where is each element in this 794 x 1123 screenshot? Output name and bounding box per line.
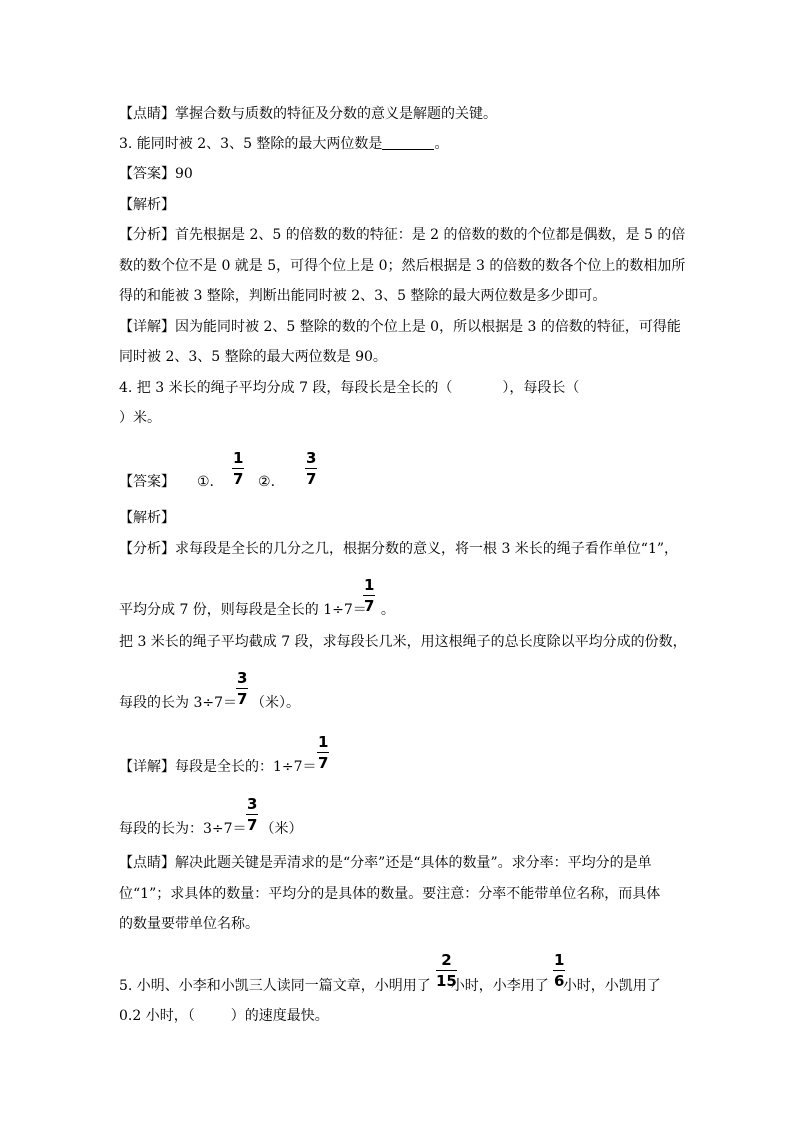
answer-blank xyxy=(382,135,434,150)
question-4-mid: ），每段长（ xyxy=(502,380,580,396)
question-5-cont-end: ）的速度最快。 xyxy=(230,1008,329,1024)
fraction-three-sevenths xyxy=(236,670,248,707)
question-4 xyxy=(119,378,579,398)
detail-4-line-2-end: （米） xyxy=(260,821,303,837)
key-point-4-line-2: 位“1”；求具体的数量：平均分的是具体的数量。要注意：分率不能带单位名称，而具体 xyxy=(119,886,661,902)
analysis-4-line-4-end: （米）。 xyxy=(251,695,300,711)
question-5-cont xyxy=(119,1006,329,1026)
detail-4-line-1 xyxy=(119,757,317,777)
key-point-4-line-3: 的数量要带单位名称。 xyxy=(119,916,259,932)
fraction-one-seventh xyxy=(363,577,375,614)
answer-4-mark-1: ①. xyxy=(197,474,215,490)
fraction-xiaoli-time xyxy=(553,952,565,989)
detail-4-line-2 xyxy=(119,819,303,839)
fraction-numerator: 2 xyxy=(441,951,452,969)
detail-line-1: 【详解】因为能同时被 2、5 整除的数的个位上是 0，所以根据是 3 的倍数的特征，可得能 xyxy=(119,319,681,335)
analysis-line-2: 数的数个位不是 0 就是 5，可得个位上是 0；然后根据是 3 的倍数的数各个位上的数相加所 xyxy=(119,258,686,274)
analysis-4-line-4 xyxy=(119,693,300,713)
question-5-text: 5. 小明、小李和小凯三人读同一篇文章，小明用了 xyxy=(119,978,431,994)
fraction-numerator: 1 xyxy=(554,951,565,969)
analysis-4-line-2-text: 平均分成 7 份，则每段是全长的 1÷7＝ xyxy=(119,602,367,618)
question-3 xyxy=(119,134,448,154)
fraction-numerator: 1 xyxy=(318,733,329,751)
question-3-text: 3. 能同时被 2、3、5 整除的最大两位数是 xyxy=(119,136,383,152)
fraction-numerator: 3 xyxy=(306,449,317,467)
analysis-4-line-2-end: 。 xyxy=(380,602,395,618)
fraction-xiaoming-time xyxy=(436,952,457,989)
key-point-note: 【点睛】掌握合数与质数的特征及分数的意义是解题的关键。 xyxy=(119,106,497,122)
question-5-cont-text: 0.2 小时，（ xyxy=(119,1008,195,1024)
fraction-three-sevenths-detail xyxy=(246,796,258,833)
fraction-denominator: 15 xyxy=(436,972,457,990)
question-3-end: 。 xyxy=(434,136,449,152)
question-4-cont: ）米。 xyxy=(119,410,161,426)
analysis-4-line-2 xyxy=(119,600,395,620)
fraction-one-seventh-detail xyxy=(317,734,329,771)
fraction-denominator: 7 xyxy=(237,690,248,708)
fraction-denominator: 6 xyxy=(554,972,565,990)
detail-line-2: 同时被 2、3、5 整除的最大两位数是 90。 xyxy=(119,349,387,365)
fraction-denominator: 7 xyxy=(306,470,317,488)
answer-3: 【答案】90 xyxy=(119,166,193,182)
key-point-4-line-1: 【点睛】解决此题关键是弄清求的是“分率”还是“具体的数量”。求分率：平均分的是单 xyxy=(119,855,652,871)
analysis-heading-3: 【解析】 xyxy=(119,197,175,213)
question-5 xyxy=(119,976,661,996)
answer-4-label: 【答案】 xyxy=(119,474,175,490)
analysis-4-line-4-text: 每段的长为 3÷7＝ xyxy=(119,695,237,711)
fraction-numerator: 3 xyxy=(237,669,248,687)
analysis-heading-4: 【解析】 xyxy=(119,510,175,526)
question-5-mid-2: 小时，小凯用了 xyxy=(562,978,661,994)
answer-4-mark-2: ②. xyxy=(258,474,276,490)
question-4-text: 4. 把 3 米长的绳子平均分成 7 段，每段长是全长的（ xyxy=(119,380,453,396)
fraction-numerator: 3 xyxy=(247,795,258,813)
answer-4 xyxy=(119,472,275,492)
detail-4-line-2-text: 每段的长为：3÷7＝ xyxy=(119,821,247,837)
fraction-denominator: 7 xyxy=(364,597,375,615)
fraction-denominator: 7 xyxy=(318,754,329,772)
fraction-numerator: 1 xyxy=(364,576,375,594)
fraction-denominator: 7 xyxy=(247,816,258,834)
fraction-answer-2 xyxy=(305,450,317,487)
analysis-line-3: 得的和能被 3 整除，判断出能同时被 2、3、5 整除的最大两位数是多少即可。 xyxy=(119,288,607,304)
question-5-mid-1: 小时，小李用了 xyxy=(450,978,549,994)
analysis-4-line-3: 把 3 米长的绳子平均截成 7 段，求每段长几米，用这根绳子的总长度除以平均分成的份数， xyxy=(119,634,687,650)
fraction-answer-1 xyxy=(232,450,244,487)
detail-4-line-1-text: 【详解】每段是全长的：1÷7＝ xyxy=(119,759,317,775)
fraction-denominator: 7 xyxy=(233,470,244,488)
analysis-4-line-1: 【分析】求每段是全长的几分之几，根据分数的意义，将一根 3 米长的绳子看作单位“1”， xyxy=(119,541,679,557)
analysis-line-1: 【分析】首先根据是 2、5 的倍数的数的特征：是 2 的倍数的数的个位都是偶数，是 5 的倍 xyxy=(119,227,686,243)
fraction-numerator: 1 xyxy=(233,449,244,467)
